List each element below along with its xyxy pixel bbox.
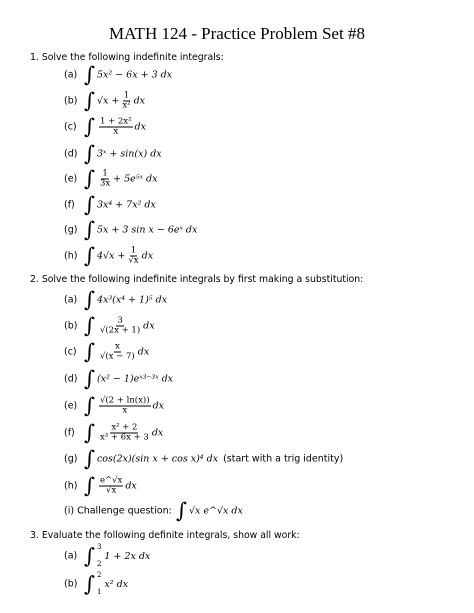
- problem-label: (g): [64, 453, 78, 465]
- integrand-part: dx: [133, 95, 146, 107]
- question-1: 1. Solve the following indefinite integrals:: [30, 52, 224, 63]
- integral-sign-icon: ∫: [84, 313, 95, 338]
- integrand: 3ˣ + sin(x) dx: [96, 148, 162, 160]
- numerator: 1 + 2x²: [99, 116, 132, 127]
- integrand-part: dx: [125, 480, 137, 492]
- problem-label: (i) Challenge question:: [64, 505, 172, 517]
- fraction: [99, 170, 111, 189]
- integrand: 3x⁴ + 7x² dx: [96, 199, 156, 211]
- lower-bound: 2: [96, 560, 102, 568]
- denominator: √(2x + 1): [99, 325, 141, 336]
- integral-sign-icon: ∫: [84, 571, 95, 596]
- problem-label: (a): [64, 294, 78, 306]
- integral-sign-icon: ∫: [84, 243, 95, 268]
- upper-bound: 3: [96, 543, 102, 551]
- integrand: 4x³(x⁴ + 1)⁵ dx: [96, 294, 168, 306]
- problem-label: (f): [64, 427, 75, 439]
- denominator: x³ + 6x + 3: [99, 432, 149, 443]
- integral-sign-icon: ∫: [84, 339, 95, 364]
- integral-sign-icon: ∫: [84, 366, 95, 391]
- integrand-part: dx: [134, 121, 146, 133]
- denominator: 3x: [99, 178, 111, 189]
- integrand: √x e^√x dx: [188, 505, 243, 517]
- question-2: 2. Solve the following indefinite integrals by first making a substitution:: [30, 274, 364, 285]
- denominator: x: [122, 405, 128, 416]
- fraction: [99, 343, 136, 362]
- integrand-part: dx: [137, 346, 150, 358]
- problem-note: (start with a trig identity): [223, 453, 344, 465]
- integral-sign-icon: ∫: [84, 473, 95, 498]
- integral-sign-icon: ∫: [84, 166, 95, 191]
- numerator: x: [114, 341, 120, 352]
- numerator: x² + 2: [111, 422, 138, 433]
- integrand-part: 4√x +: [96, 250, 126, 262]
- integrand-part: dx: [152, 400, 165, 412]
- integrand-part: dx: [151, 427, 164, 439]
- problem-label: (b): [64, 578, 78, 590]
- upper-bound: 2: [96, 571, 102, 579]
- problem-label: (h): [64, 250, 78, 262]
- integral-sign-icon: ∫: [84, 192, 95, 217]
- problem-label: (b): [64, 320, 78, 332]
- fraction: [127, 247, 139, 266]
- lower-bound: 1: [96, 588, 102, 596]
- problem-label: (d): [64, 373, 78, 385]
- integral-bounds: [97, 572, 101, 596]
- denominator: √(x − 7): [99, 351, 135, 362]
- integral-sign-icon: ∫: [84, 62, 95, 87]
- integrand-part: dx: [141, 250, 154, 262]
- integral-sign-icon: ∫: [84, 420, 95, 445]
- integral-bounds: [97, 544, 101, 568]
- integrand: 5x + 3 sin x − 6eˣ dx: [96, 224, 198, 236]
- numerator: √(2 + ln(x)): [99, 395, 150, 406]
- problem-label: (a): [64, 550, 78, 562]
- integral-sign-icon: ∫: [84, 114, 95, 139]
- integrand: x² dx: [104, 578, 129, 590]
- integral-sign-icon: ∫: [84, 446, 95, 471]
- problem-label: (f): [64, 199, 75, 211]
- integral-sign-icon: ∫: [84, 543, 95, 568]
- integrand: (x² − 1)eˣ³⁻³ˣ dx: [96, 373, 174, 385]
- integral-sign-icon: ∫: [84, 287, 95, 312]
- integrand-part: √x +: [96, 95, 120, 107]
- integral-sign-icon: ∫: [84, 141, 95, 166]
- denominator: x²: [122, 100, 131, 111]
- problem-label: (b): [64, 95, 78, 107]
- integrand: 1 + 2x dx: [104, 550, 151, 562]
- page-title: MATH 124 - Practice Problem Set #8: [109, 24, 365, 43]
- question-3: 3. Evaluate the following definite integrals, show all work:: [30, 530, 300, 541]
- fraction: [99, 424, 150, 443]
- integrand: cos(2x)(sin x + cos x)⁴ dx: [96, 453, 219, 465]
- numerator: 1: [123, 90, 130, 101]
- integral-sign-icon: ∫: [84, 217, 95, 242]
- problem-label: (h): [64, 480, 78, 492]
- integral-sign-icon: ∫: [84, 88, 95, 113]
- numerator: 1: [102, 168, 108, 179]
- fraction: [121, 92, 131, 111]
- denominator: √x: [128, 255, 139, 266]
- integrand: 5x² − 6x + 3 dx: [96, 69, 173, 81]
- problem-label: (d): [64, 148, 78, 160]
- fraction: [99, 317, 141, 336]
- problem-label: (c): [64, 346, 77, 358]
- integrand-part: dx: [143, 320, 155, 332]
- numerator: e^√x: [99, 475, 123, 486]
- problem-label: (e): [64, 173, 78, 185]
- problem-label: (a): [64, 69, 78, 81]
- denominator: √x: [106, 485, 117, 496]
- numerator: 3: [117, 315, 123, 326]
- fraction: [99, 477, 123, 496]
- problem-label: (g): [64, 224, 78, 236]
- fraction: [99, 118, 133, 137]
- denominator: x: [113, 126, 119, 137]
- fraction: [99, 397, 151, 416]
- problem-label: (e): [64, 400, 78, 412]
- numerator: 1: [130, 245, 137, 256]
- integral-sign-icon: ∫: [176, 498, 187, 523]
- problem-label: (c): [64, 121, 77, 133]
- integral-sign-icon: ∫: [84, 393, 95, 418]
- integrand-part: + 5e⁵ˣ dx: [113, 173, 158, 185]
